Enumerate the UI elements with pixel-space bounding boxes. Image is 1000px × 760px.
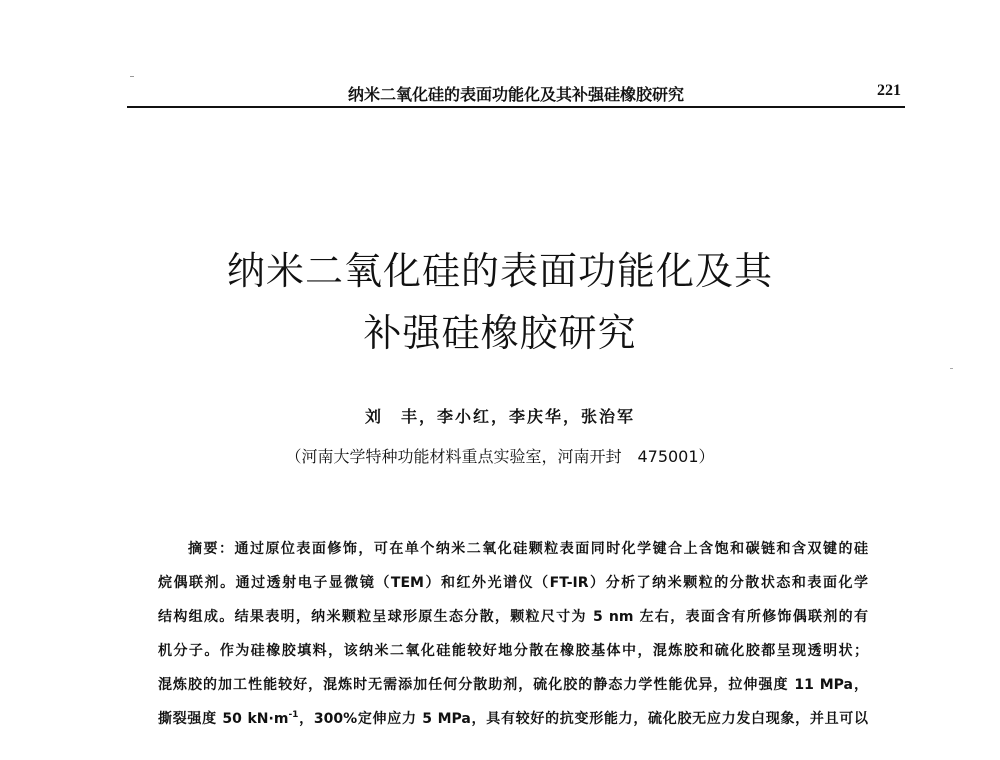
abstract-line: 混炼胶的加工性能较好，混炼时无需添加任何分散助剂，硫化胶的静态力学性能优异，拉伸强度 11 MPa， <box>158 677 868 693</box>
abstract-line <box>158 702 868 736</box>
paper-title-line-2: 补强硅橡胶研究 <box>363 311 637 355</box>
abstract-line-6-start: 撕裂强度 50 kN·m <box>158 711 289 727</box>
unit-exponent: -1 <box>288 710 299 720</box>
abstract-line: 机分子。作为硅橡胶填料，该纳米二氧化硅能较好地分散在橡胶基体中，混炼胶和硫化胶都呈现透明状； <box>158 643 868 659</box>
scan-speck <box>950 368 953 369</box>
abstract-line-6-end: ，300%定伸应力 5 MPa，具有较好的抗变形能力，硫化胶无应力发白现象，并且可以 <box>298 711 868 727</box>
running-header <box>127 78 905 108</box>
paper-title-line-1: 纳米二氧化硅的表面功能化及其 <box>226 249 773 293</box>
abstract-line: 结构组成。结果表明，纳米颗粒呈球形原生态分散，颗粒尺寸为 5 nm 左右，表面含有所修饰偶联剂的有 <box>158 609 868 625</box>
authors: 刘 丰，李小红，李庆华，张治军 <box>364 407 635 426</box>
page-number: 221 <box>877 82 901 99</box>
affiliation: （河南大学特种功能材料重点实验室，河南开封 475001） <box>285 447 715 466</box>
abstract-line <box>158 532 868 566</box>
abstract-line: 烷偶联剂。通过透射电子显微镜（TEM）和红外光谱仪（FT-IR）分析了纳米颗粒的分散状态和表面化学 <box>158 575 868 591</box>
abstract-line-1-text: 通过原位表面修饰，可在单个纳米二氧化硅颗粒表面同时化学键合上含饱和碳链和含双键的硅 <box>234 541 869 557</box>
abstract-label: 摘要： <box>188 541 235 557</box>
scan-mark <box>130 76 134 77</box>
abstract <box>158 532 868 736</box>
running-header-title: 纳米二氧化硅的表面功能化及其补强硅橡胶研究 <box>347 85 684 104</box>
